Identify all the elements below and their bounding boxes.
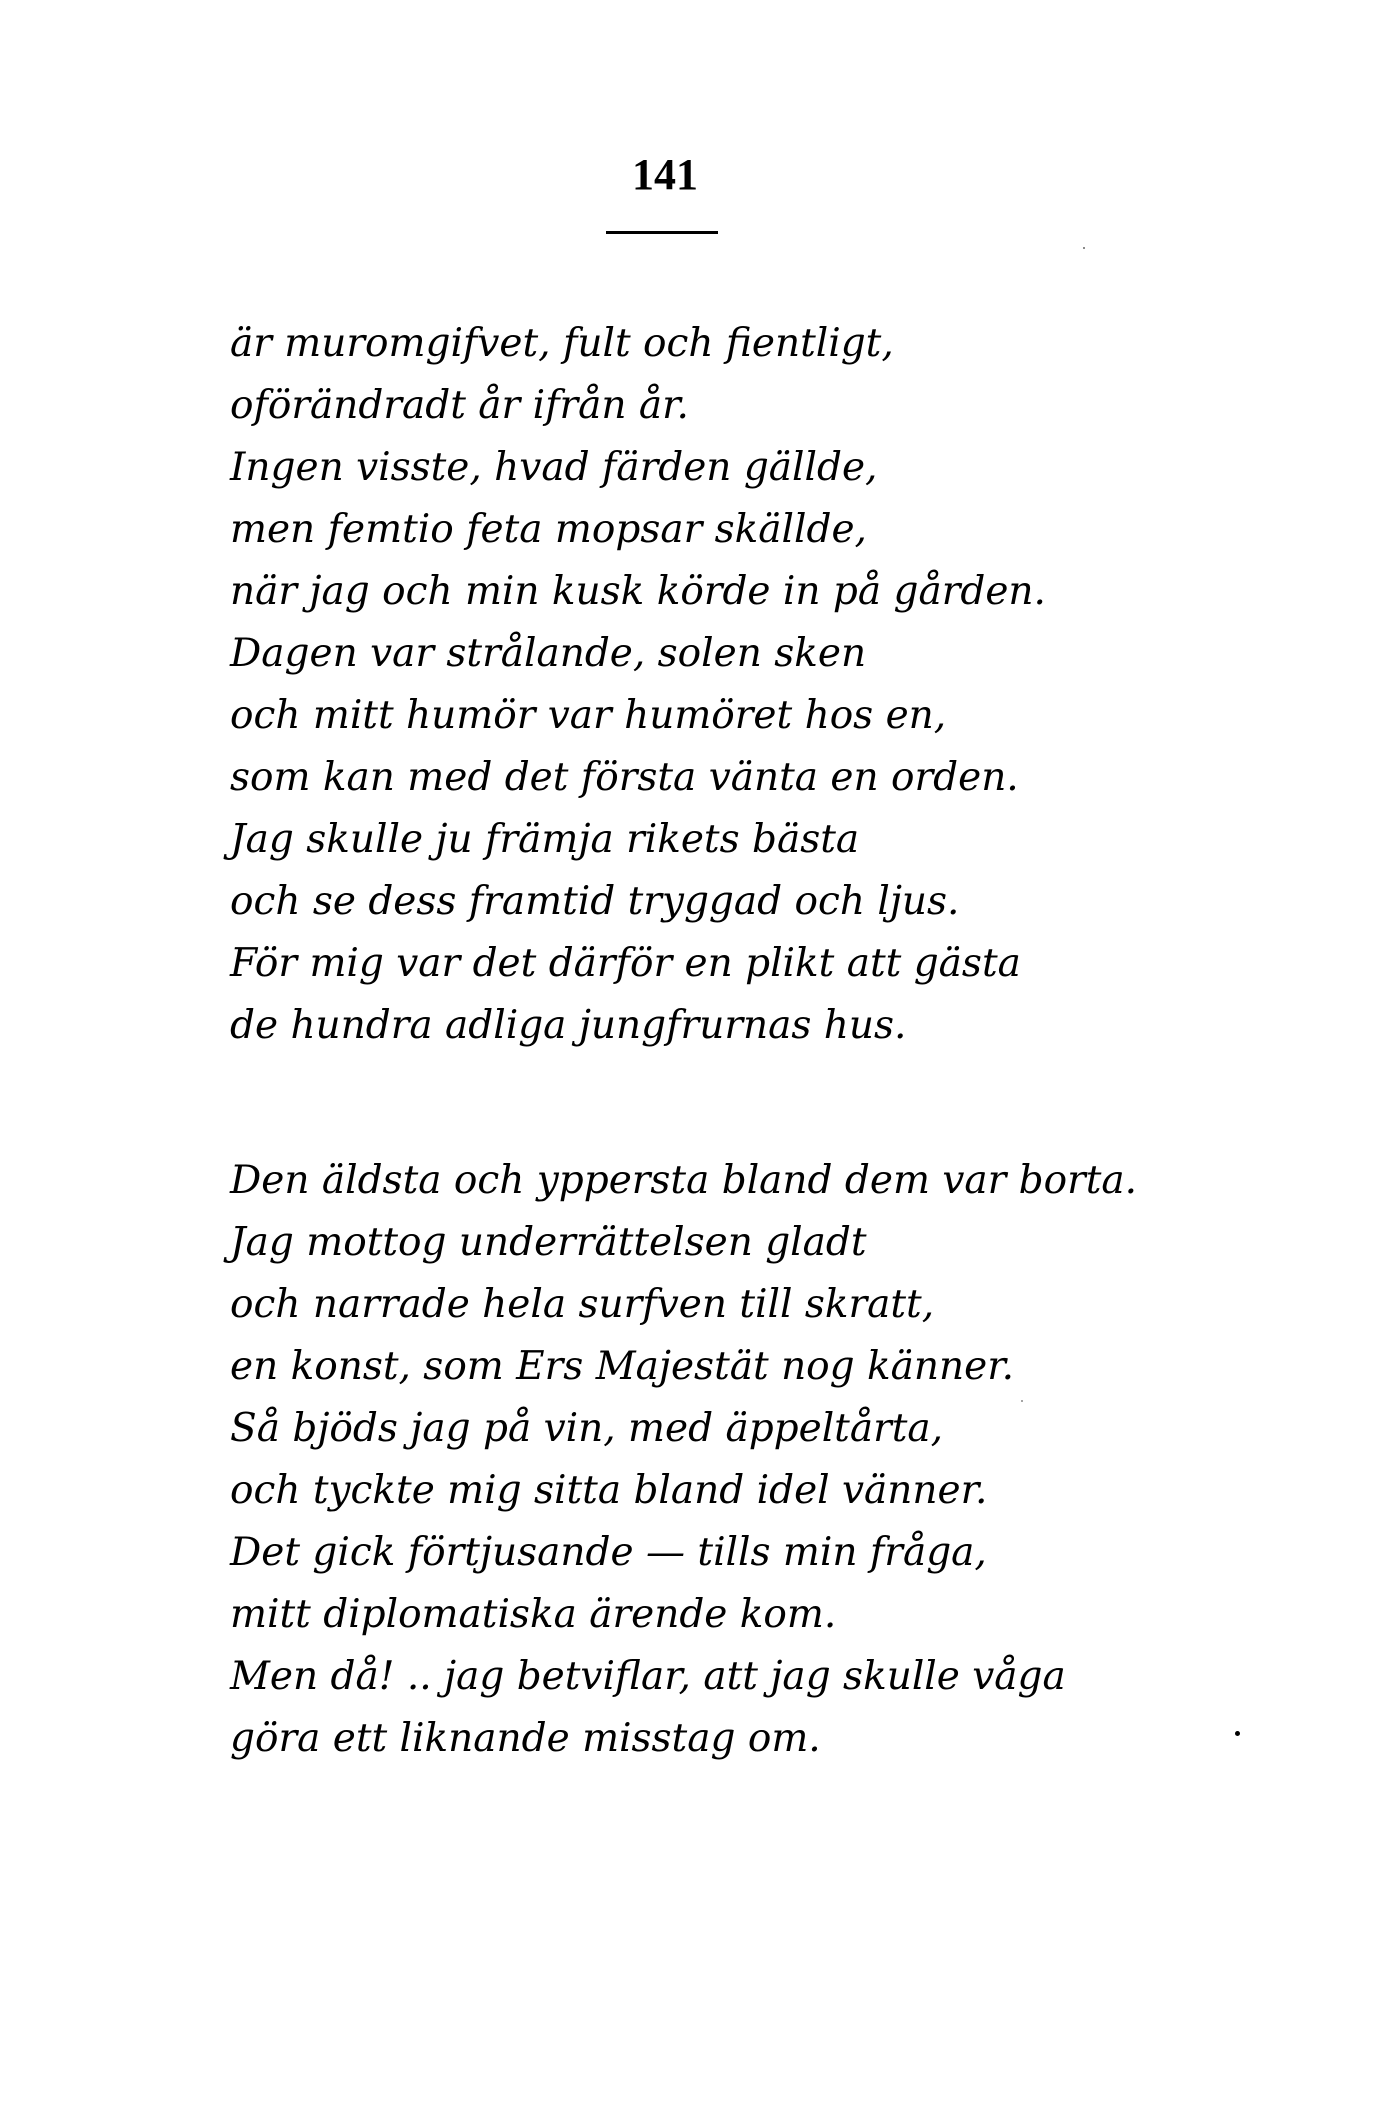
verse-line: Det gick förtjusande — tills min fråga, [230,1530,987,1575]
ink-speck [1021,1400,1023,1402]
stanza-2 [230,1150,1330,1770]
stanza-1 [230,313,1330,1057]
verse-line: Dagen var strålande, solen sken [230,631,867,676]
verse-line: är muromgifvet, fult och fientligt, [230,321,894,366]
verse-line: och se dess framtid tryggad och ljus. [230,879,960,924]
verse-line: och mitt humör var humöret hos en, [230,693,947,738]
verse-line: och tyckte mig sitta bland idel vänner. [230,1468,988,1513]
verse-line: en konst, som Ers Majestät nog känner. [230,1344,1014,1389]
verse-line: som kan med det första vänta en orden. [230,755,1019,800]
verse-line: och narrade hela surfven till skratt, [230,1282,935,1327]
ink-speck [1235,1731,1240,1736]
verse-line: Jag mottog underrättelsen gladt [230,1220,867,1265]
verse-line: Men då! .. jag betviflar, att jag skulle våga [230,1654,1066,1699]
verse-line: de hundra adliga jungfrurnas hus. [230,1003,907,1048]
verse-line: Ingen visste, hvad färden gällde, [230,445,878,490]
verse-line: Den äldsta och yppersta bland dem var borta. [230,1158,1138,1203]
header-rule [606,231,718,234]
verse-line: oförändradt år ifrån år. [230,383,689,428]
verse-line: men femtio feta mopsar skällde, [230,507,867,552]
verse-line: Jag skulle ju främja rikets bästa [230,817,860,862]
verse-line: göra ett liknande misstag om. [230,1716,821,1761]
verse-line: För mig var det därför en plikt att gästa [230,941,1021,986]
verse-line: mitt diplomatiska ärende kom. [230,1592,837,1637]
verse-line: Så bjöds jag på vin, med äppeltårta, [230,1406,944,1451]
verse-line: när jag och min kusk körde in på gården. [230,569,1046,614]
ink-speck [1083,247,1085,249]
page-number: 141 [632,150,698,199]
